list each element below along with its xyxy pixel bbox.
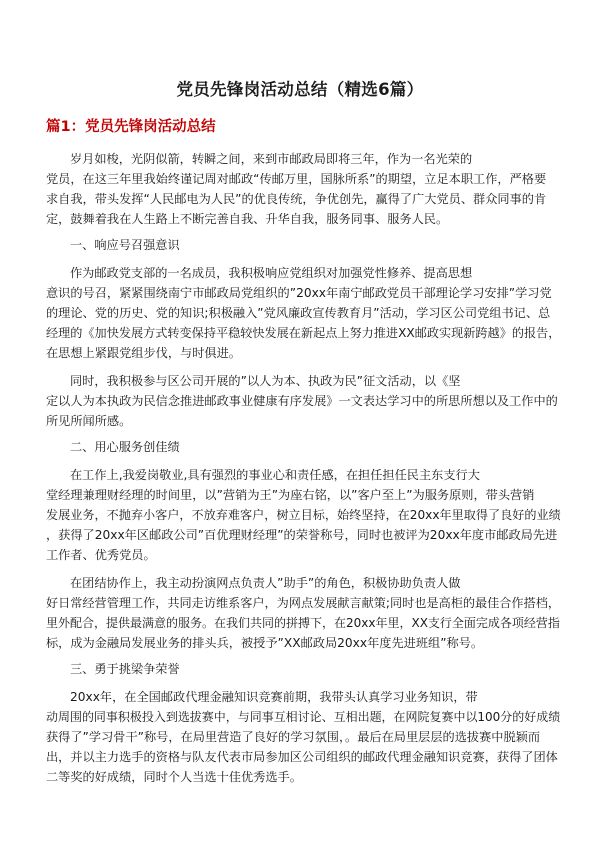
paragraph-line: 在工作上,我爱岗敬业,具有强烈的事业心和责任感，在担任担任民主东支行大 <box>70 468 480 482</box>
paragraph-line: 获得了”学习骨干”称号，在局里营造了良好的学习氛围，。最后在局里层层的选拔赛中脱颖而 <box>46 730 541 744</box>
paragraph-line: 党员，在这三年里我始终谨记周对邮政“传邮万里，国脉所系”的期望，立足本职工作，严格要 <box>46 172 547 186</box>
chapter-heading: 篇1：党员先锋岗活动总结 <box>46 119 216 135</box>
paragraph-line: 岁月如梭，光阴似箭，转瞬之间，来到市邮政局即将三年，作为一名光荣的 <box>70 152 473 166</box>
paragraph-line: ，获得了20xx年区邮政公司”百优理财经理”的荣誉称号，同时也被评为20xx年度市邮政局先进 <box>46 528 558 542</box>
paragraph-line: 在团结协作上，我主动扮演网点负责人”助手”的角色，积极协助负责人做 <box>70 576 461 590</box>
paragraph-line: 意识的号召，紧紧围绕南宁市邮政局党组织的”20xx年南宁邮政党员干部理论学习安排”学习党 <box>46 286 552 300</box>
paragraph-line: 20xx年，在全国邮政代理金融知识竞赛前期，我带头认真学习业务知识，带 <box>70 690 478 704</box>
paragraph-line: 发展业务，不抛弃小客户，不放弃难客户，树立目标，始终坚持，在20xx年里取得了良好的业绩 <box>46 508 561 522</box>
paragraph-line: 的理论、党的历史、党的知识;积极融入”党风廉政宣传教育月”活动，学习区公司党组书记、总 <box>46 306 551 320</box>
paragraph-line: 定，鼓舞着我在人生路上不断完善自我、升华自我，服务同事、服务人民。 <box>46 212 449 226</box>
paragraph-line: 动周围的同事积极投入到选拔赛中，与同事互相讨论、互相出题，在网院复赛中以100分的好成绩 <box>46 710 561 724</box>
paragraph-line: 堂经理兼理财经理的时间里，以”营销为王”为座右铭，以”客户至上”为服务原则，带头营销 <box>46 488 535 502</box>
section-heading: 一、响应号召强意识 <box>70 238 180 252</box>
paragraph-line: 同时，我积极参与区公司开展的”以人为本、执政为民”征文活动，以《坚 <box>70 374 461 388</box>
paragraph-line: 定以人为本执政为民信念推进邮政事业健康有序发展》一文表达学习中的所思所想以及工作中的 <box>46 394 558 408</box>
paragraph-line: 在思想上紧跟党组步伐，与时俱进。 <box>46 346 241 360</box>
paragraph-line: 经理的《加快发展方式转变保持平稳较快发展在新起点上努力推进XX邮政实现新跨越》的报告， <box>46 326 561 340</box>
paragraph-line: 里外配合，提供最满意的服务。在我们共同的拼搏下，在20xx年里，XX支行全面完成各项经营指 <box>46 616 560 630</box>
document-title: 党员先锋岗活动总结（精选6篇） <box>176 80 424 99</box>
paragraph-line: 工作者、优秀党员。 <box>46 548 156 562</box>
paragraph-line: 标，成为金融局发展业务的排头兵，被授予”XX邮政局20xx年度先进班组”称号。 <box>46 636 484 650</box>
paragraph-line: 出，并以主力选手的资格与队友代表市局参加区公司组织的邮政代理金融知识竞赛，获得了团体 <box>46 750 558 764</box>
paragraph-line: 求自我，带头发挥“人民邮电为人民”的优良传统，争优创先，赢得了广大党员、群众同事的肯 <box>46 192 547 206</box>
paragraph-line: 二等奖的好成绩，同时个人当选十佳优秀选手。 <box>46 770 302 784</box>
paragraph-line: 好日常经营管理工作，共同走访维系客户，为网点发展献言献策;同时也是高柜的最佳合作搭档， <box>46 596 560 610</box>
paragraph-line: 所见所闻所感。 <box>46 414 132 428</box>
section-heading: 三、勇于挑梁争荣誉 <box>70 662 180 676</box>
section-heading: 二、用心服务创佳绩 <box>70 440 180 454</box>
paragraph-line: 作为邮政党支部的一名成员，我积极响应党组织对加强党性修养、提高思想 <box>70 266 473 280</box>
